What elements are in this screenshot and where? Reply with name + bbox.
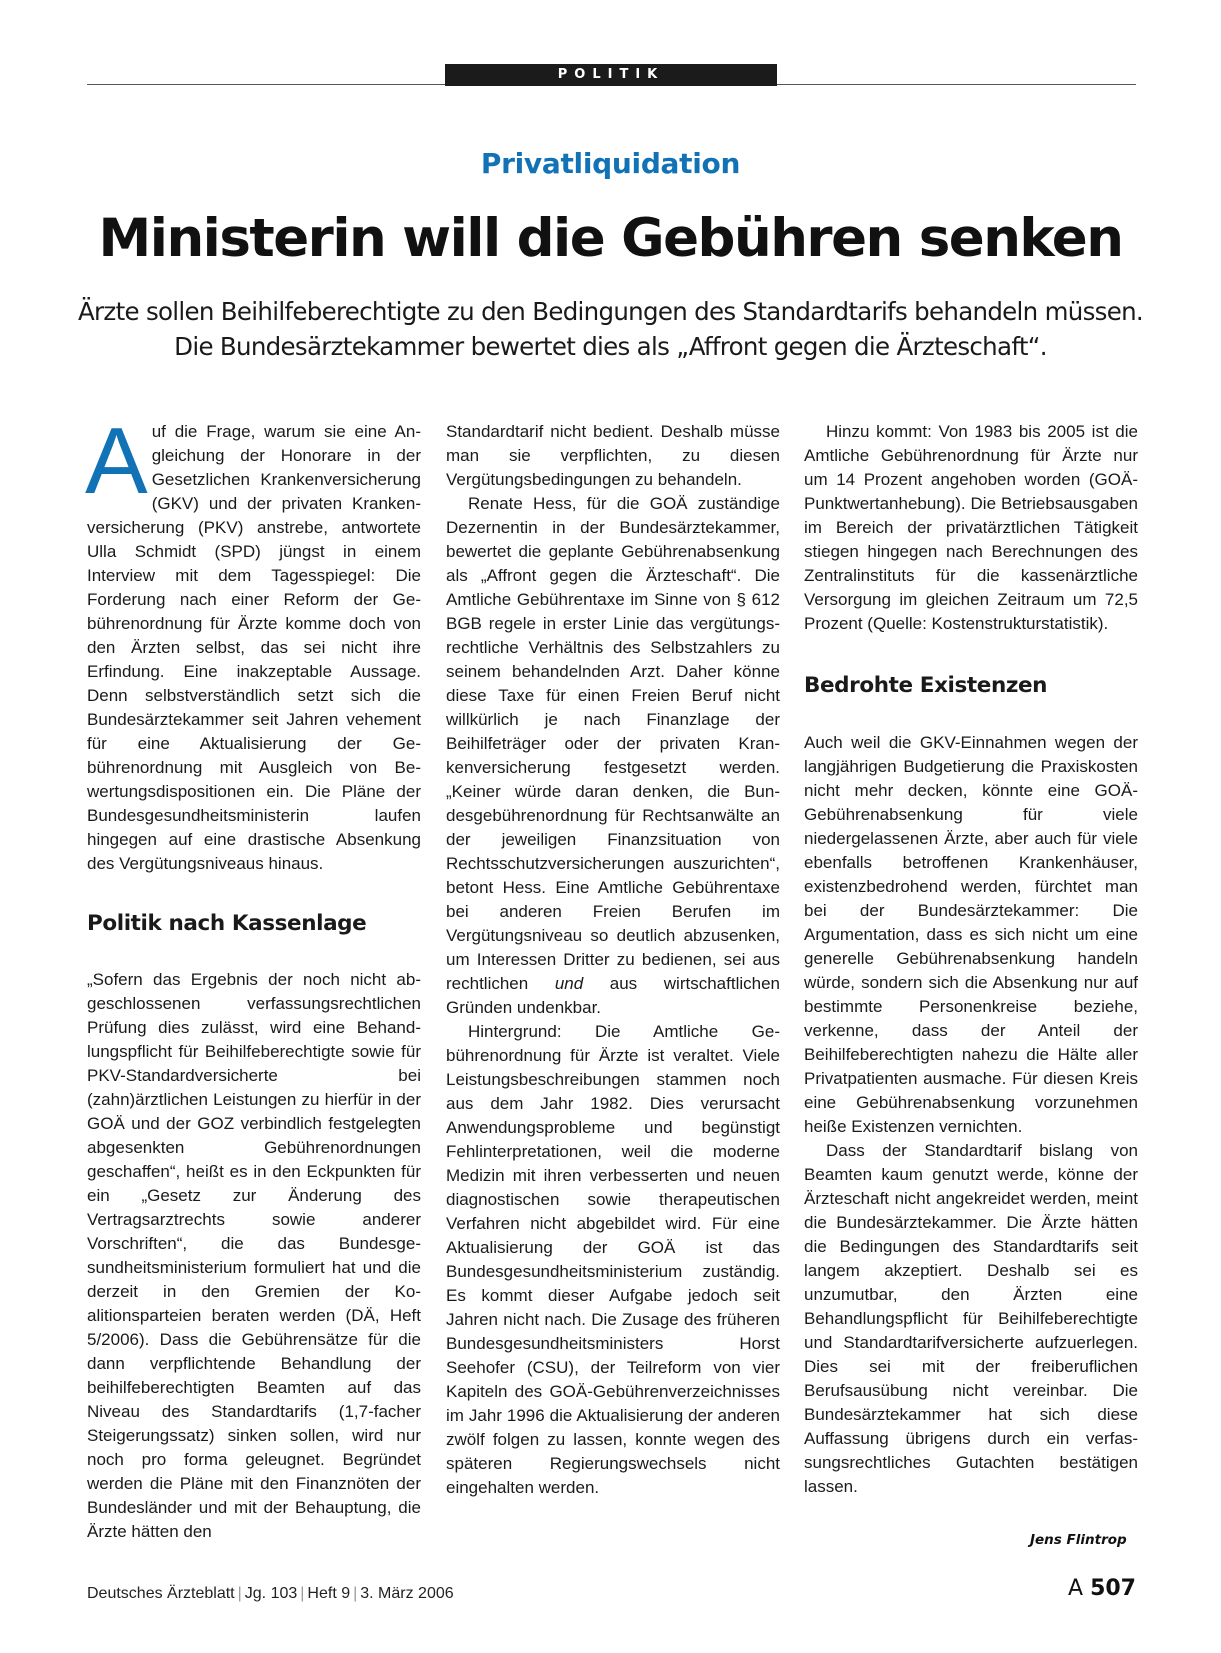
journal-volume: Jg. 103 [244, 1585, 298, 1602]
article-kicker: Privatliquidation [480, 147, 741, 180]
intro-paragraph [85, 408, 421, 876]
journal-issue: Heft 9 [307, 1585, 351, 1602]
article-column-3 [804, 420, 1138, 1499]
body-paragraph: Dass der Standardtarif bislang von Beamten kaum genutzt werde, könne der Ärzteschaft nicht angekreidet werden, meint die Bundesärztekammer. Die Ärzte hätten die Bedingungen des Standardtarifs seit langem akzeptiert. Deshalb sei es unzumutbar, den Ärzten eine Behandlungspflicht für Beihilfeberechtigte und Standardtarifversicherte aufzuerlegen. Dies sei mit der freiberuflichen Berufsausübung nicht vereinbar. Die Bundesärztekammer hat sich diese Auffassung übrigens durch ein verfassungsrechtliches Gutachten bestätigen lassen. [804, 1141, 1138, 1496]
page-footer: Deutsches Ärzteblatt | Jg. 103 | Heft 9 | 3. März 2006 [87, 1585, 454, 1602]
body-paragraph: Standardtarif nicht bedient. Deshalb müsse man sie verpflichten, zu diesen Vergütungsbedingungen zu behandeln. [446, 422, 780, 489]
article-column-2 [446, 420, 780, 1500]
page-prefix: A [1068, 1576, 1084, 1601]
dek-line-2: Die Bundesärztekammer bewertet dies als „Affront gegen die Ärzteschaft“. [174, 332, 1047, 361]
intro-text: uf die Frage, warum sie eine Angleichung der Honorare in der Gesetzlichen Krankenversicherung (GKV) und der privaten Krankenversicherung (PKV) anstrebe, antwortete Ulla Schmidt (SPD) jüngst in einem Interview mit dem Tagesspiegel: Die Forderung nach einer Reform der Gebührenordnung für Ärzte komme doch von den Ärzten selbst, das sei nicht ihre Erfindung. Eine inakzeptable Aussage. Denn selbstverständlich setzt sich die Bundesärztekammer seit Jahren vehement für eine Aktualisierung der Gebührenordnung mit Ausgleich von Bewertungsdispositionen ein. Die Pläne der Bundesgesundheitsministerin laufen hingegen auf eine drastische Absenkung des Vergütungsniveaus hinaus. [87, 422, 421, 873]
author-byline: Jens Flintrop [1030, 1532, 1127, 1548]
page-number-value: 507 [1090, 1576, 1136, 1601]
issue-date: 3. März 2006 [360, 1585, 454, 1602]
article-column-1 [85, 408, 421, 1544]
body-text: aus wirtschaftlichen Gründen undenkbar. [446, 974, 780, 1017]
body-paragraph [446, 492, 780, 1020]
page-number [1068, 1576, 1136, 1601]
body-text: Renate Hess, für die GOÄ zuständige Dezernentin in der Bundesärztekammer, bewertet die geplante Gebührenabsenkung als „Affront gegen die Ärzteschaft“. Die Amtliche Gebührentaxe im Sinne von § 612 BGB regele in erster Linie das vergütungsrechtliche Verhältnis des Selbstzahlers zu seinem behandelnden Arzt. Daher könne diese Taxe für einen Freien Beruf nicht willkürlich je nach Finanzlage der Beihilfeträger oder der privaten Krankenversicherung festgesetzt werden. „Keiner würde daran denken, die Bundesgebührenordnung für Rechtsanwälte an der jeweiligen Finanzsituation von Rechtsschutzversicherungen auszurichten“, betont Hess. Eine Amtliche Gebührentaxe bei anderen Freien Berufen im Vergütungsniveau so deutlich abzusenken, um Interessen Dritter zu bedienen, sei aus rechtlichen [446, 494, 780, 993]
emphasis-text: und [554, 974, 584, 993]
body-paragraph: Hinzu kommt: Von 1983 bis 2005 ist die Amtliche Gebührenordnung für Ärzte nur um 14 Prozent angehoben worden (GOÄ-Punktwertanhebung). Die Betriebsausgaben im Bereich der privatärztlichen Tätigkeit stiegen hingegen nach Berechnungen des Zentralinstituts für die kassenärztliche Versorgung im gleichen Zeitraum um 72,5 Prozent (Quelle: Kostenstrukturstatistik). [804, 422, 1138, 633]
journal-name: Deutsches Ärzteblatt [87, 1585, 235, 1602]
dek-line-1: Ärzte sollen Beihilfeberechtigte zu den Bedingungen des Standardtarifs behandeln müssen. [77, 297, 1143, 326]
subhead-politik-nach-kassenlage: Politik nach Kassenlage [87, 911, 367, 936]
body-paragraph: „Sofern das Ergebnis der noch nicht abgeschlossenen verfassungsrechtlichen Prüfung dies zulässt, wird eine Behandlungspflicht für Beihilfeberechtigte sowie für PKV-Standardversicherte bei (zahn)ärztlichen Leistungen zu hierfür in der GOÄ und der GOZ verbindlich festgelegten abgesenkten Gebührenordnungen geschaffen“, heißt es in den Eckpunkten für ein „Gesetz zur Änderung des Vertragsarztrechts sowie anderer Vorschriften“, die das Bundesgesundheitsministerium formuliert hat und die derzeit in den Gremien der Koalitionsparteien beraten werden (DÄ, Heft 5/2006). Dass die Gebührensätze für die dann verpflichtende Behandlung der beihilfeberechtigten Beamten auf das Niveau des Standardtarifs (1,7-facher Steigerungssatz) sinken sollen, wird nur noch pro forma geleugnet. Begründet werden die Pläne mit den Finanznöten der Bundesländer und mit der Behauptung, die Ärzte hätten den [87, 970, 421, 1541]
article-dek [60, 294, 1161, 364]
article-headline: Ministerin will die Gebühren senken [98, 208, 1123, 269]
drop-cap: A [85, 408, 148, 513]
section-label: POLITIK [445, 64, 777, 86]
body-paragraph: Hintergrund: Die Amtliche Gebührenordnung für Ärzte ist veraltet. Viele Leistungsbeschreibungen stammen noch aus dem Jahr 1982. Dies verursacht Anwendungsprobleme und begünstigt Fehlinterpretationen, weil die moderne Medizin mit ihren verbesserten und neuen diagnostischen sowie therapeutischen Verfahren nicht abgebildet wird. Für eine Aktualisierung der GOÄ ist das Bundesgesundheitsministerium zuständig. Es kommt dieser Aufgabe jedoch seit Jahren nicht nach. Die Zusage des früheren Bundesgesundheitsministers Horst Seehofer (CSU), der Teilreform von vier Kapiteln des GOÄ-Gebührenverzeichnisses im Jahr 1996 die Aktualisierung der anderen zwölf folgen zu lassen, konnte wegen des späteren Regierungswechsels nicht eingehalten werden. [446, 1022, 780, 1497]
subhead-bedrohte-existenzen: Bedrohte Existenzen [804, 673, 1048, 698]
body-paragraph: Auch weil die GKV-Einnahmen wegen der langjährigen Budgetierung die Praxiskosten nicht mehr decken, könnte eine GOÄ-Gebührenabsenkung für viele niedergelassenen Ärzte, aber auch für viele ebenfalls betroffenen Krankenhäuser, existenzbedrohend werden, fürchtet man bei der Bundesärztekammer: Die Argumentation, dass es sich nicht um eine generelle Gebührenabsenkung handeln würde, sondern sich die Absenkung nur auf bestimmte Personenkreise beziehe, verkenne, dass der Anteil der Beihilfeberechtigten nahezu die Hälte aller Privatpatienten ausmache. Für diesen Kreis eine Gebührenabsenkung vorzunehmen heiße Existenzen vernichten. [804, 733, 1138, 1136]
